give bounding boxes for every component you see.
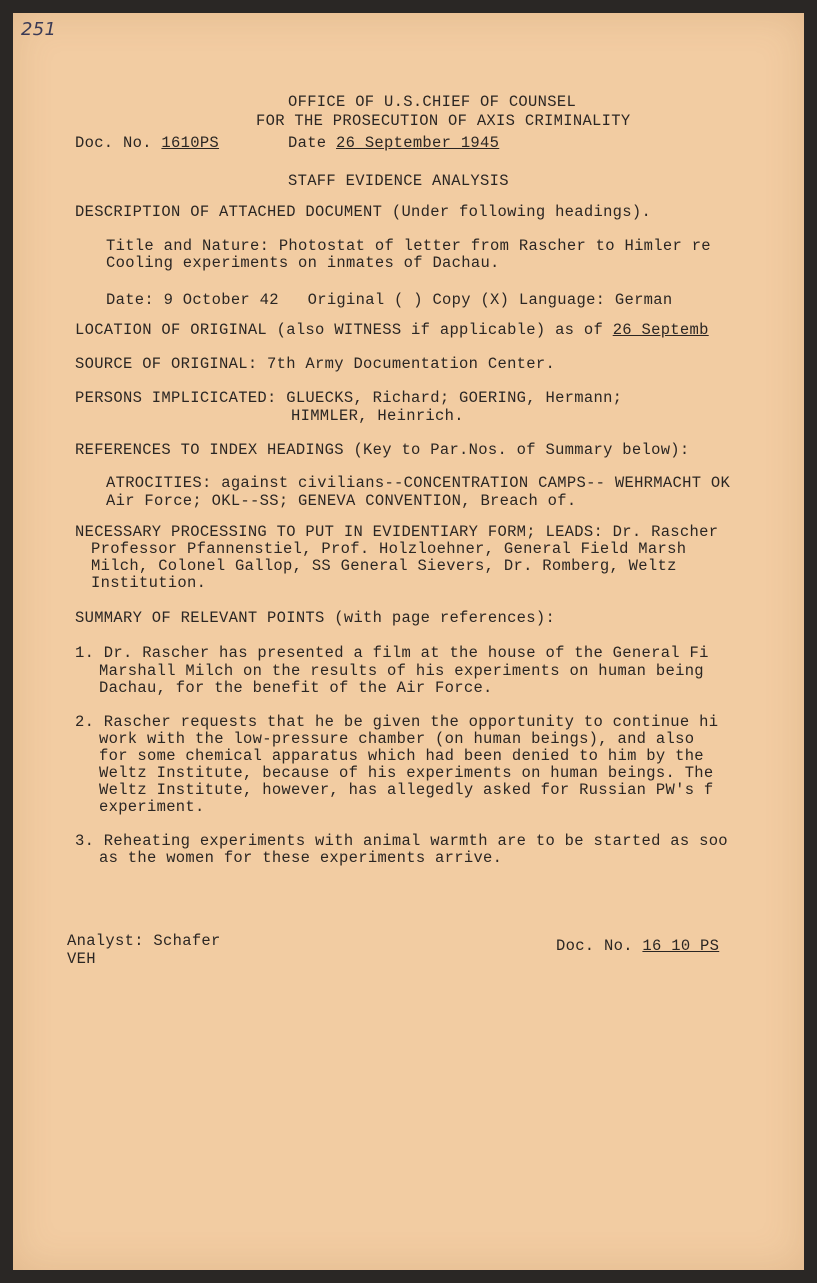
description-heading: DESCRIPTION OF ATTACHED DOCUMENT (Under following headings). — [75, 203, 652, 221]
location-date: 26 Septemb — [612, 321, 709, 339]
summary-point-2-line-2: work with the low-pressure chamber (on human beings), and also — [99, 730, 695, 748]
summary-point-2-line-1: 2. Rascher requests that he be given the opportunity to continue hi — [75, 713, 719, 731]
summary-point-2-line-4: Weltz Institute, because of his experiments on human beings. The — [99, 764, 714, 782]
summary-point-2-line-3: for some chemical apparatus which had been denied to him by the — [99, 747, 704, 765]
processing-line-2: Professor Pfannenstiel, Prof. Holzloehner, General Field Marsh — [91, 540, 687, 558]
summary-point-1-line-2: Marshall Milch on the results of his experiments on human being — [99, 662, 704, 680]
date-label: Date — [288, 134, 327, 152]
office-line-1: OFFICE OF U.S.CHIEF OF COUNSEL — [288, 93, 577, 111]
summary-heading: SUMMARY OF RELEVANT POINTS (with page references): — [75, 609, 556, 627]
processing-line-1: NECESSARY PROCESSING TO PUT IN EVIDENTIARY FORM; LEADS: Dr. Rascher — [75, 523, 719, 541]
footer-doc-value: 16 10 PS — [642, 937, 720, 955]
processing-line-3: Milch, Colonel Gallop, SS General Sievers, Dr. Romberg, Weltz — [91, 557, 677, 575]
date-original-line: Date: 9 October 42 Original ( ) Copy (X) Language: German — [106, 291, 673, 309]
source-line: SOURCE OF ORIGINAL: 7th Army Documentation Center. — [75, 355, 556, 373]
document-page — [13, 13, 804, 1270]
summary-point-2-line-6: experiment. — [99, 798, 205, 816]
processing-line-4: Institution. — [91, 574, 207, 592]
date-header — [288, 136, 499, 152]
title-nature-line-2: Cooling experiments on inmates of Dachau. — [106, 254, 500, 272]
persons-line-2: HIMMLER, Heinrich. — [291, 407, 464, 425]
persons-line-1: PERSONS IMPLICICATED: GLUECKS, Richard; GOERING, Hermann; — [75, 389, 623, 407]
analyst-initials: VEH — [67, 950, 96, 968]
doc-label: Doc. No. — [75, 134, 152, 152]
footer-doc-number — [556, 939, 719, 955]
references-line-1: ATROCITIES: against civilians--CONCENTRATION CAMPS-- WEHRMACHT OK — [106, 474, 731, 492]
summary-point-1-line-1: 1. Dr. Rascher has presented a film at the house of the General Fi — [75, 644, 709, 662]
doc-number-header — [75, 136, 219, 152]
summary-point-3-line-1: 3. Reheating experiments with animal warmth are to be started as soo — [75, 832, 728, 850]
date-value: 26 September 1945 — [336, 134, 500, 152]
references-line-2: Air Force; OKL--SS; GENEVA CONVENTION, Breach of. — [106, 492, 577, 510]
doc-number: 1610PS — [161, 134, 220, 152]
office-line-2: FOR THE PROSECUTION OF AXIS CRIMINALITY — [256, 112, 631, 130]
summary-point-2-line-5: Weltz Institute, however, has allegedly asked for Russian PW's f — [99, 781, 714, 799]
footer-doc-label: Doc. No. — [556, 937, 643, 955]
summary-point-1-line-3: Dachau, for the benefit of the Air Force. — [99, 679, 493, 697]
references-heading: REFERENCES TO INDEX HEADINGS (Key to Par.Nos. of Summary below): — [75, 441, 690, 459]
page-number: 251 — [21, 19, 57, 40]
location-line — [75, 323, 709, 339]
analyst-line: Analyst: Schafer — [67, 932, 221, 950]
summary-point-3-line-2: as the women for these experiments arrive. — [99, 849, 503, 867]
title-nature-line-1: Title and Nature: Photostat of letter from Rascher to Himler re — [106, 237, 711, 255]
analysis-title: STAFF EVIDENCE ANALYSIS — [288, 172, 509, 190]
location-text: LOCATION OF ORIGINAL (also WITNESS if applicable) as of — [75, 321, 613, 339]
